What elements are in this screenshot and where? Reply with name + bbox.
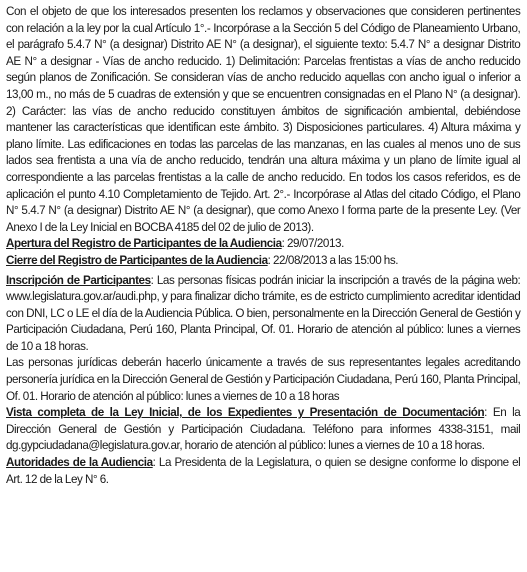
vista-text: : En la Dirección General de Gestión y Participación Ciudadana. Teléfono para informes 4338-3151, mail dg.gypciudadana@legislatura.gov.ar, horario de atención al público: lunes a viernes de 10 a 18 horas. — [6, 405, 521, 453]
autoridades-label: Autoridades de la Audiencia — [6, 455, 153, 470]
cierre-value: : 22/08/2013 a las 15:00 hs. — [267, 252, 399, 267]
inscripcion-text: : Las personas físicas podrán iniciar la inscripción a través de la página web: www.legislatura.gov.ar/audi.php, y para finalizar dicho trámite, es de estricto cumplimiento acreditar identidad con DNI, LC o LE el día de la Audiencia Pública. O bien, personalmente en la Dirección General de Gestión y Participación Ciudadana, Perú 160, Planta Principal, Of. 01. Horario de atención al público: lunes a viernes de 10 a 18 horas. — [6, 272, 521, 353]
inscripcion-paragraph — [6, 272, 520, 355]
apertura-label: Apertura del Registro de Participantes de la Audiencia — [6, 236, 282, 251]
vista-label: Vista completa de la Ley Inicial, de los Expedientes y Presentación de Documentación — [6, 405, 485, 420]
apertura-line — [6, 235, 520, 252]
intro-paragraph: Con el objeto de que los interesados presenten los reclamos y observaciones que consideren pertinentes con relación a la ley por la cual Artículo 1°.- Incorpórase a la Sección 5 del Código de Planeamiento Urbano, el parágrafo 5.4.7 N° (a designar) Distrito AE N° (a designar), el siguiente texto: 5.4.7 N° a designar Distrito AE N° a designar - Vías de ancho reducido. 1) Delimitación: Parcelas frentistas a vías de ancho reducido según planos de Zonificación. Se consideran vías de ancho reducido aquellas con ancho igual o inferior a 13,00 m., no más de 5 cuadras de extensión y que se encuentren consignadas en el Plano N° (a designar). 2) Carácter: las vías de ancho reducido constituyen ámbitos de significación ambiental, debiéndose mantener las características que identifican este ámbito. 3) Disposiciones particulares. 4) Altura máxima y plano límite. Las edificaciones en todas las parcelas de las manzanas, en las cuales al menos uno de sus lados sea frentista a una vía de ancho reducido, tendrán una altura máxima y un plano de límite igual al correspondiente a las parcelas frentistas a la calle de ancho reducido. En todos los casos referidos, es de aplicación el punto 4.10 Completamiento de Tejido. Art. 2°.- Incorpórase al Atlas del citado Código, el Plano N° 5.4.7 N° (a designar) Distrito AE N° (a designar), que como Anexo I forma parte de la presente Ley. (Ver Anexo I de la Ley Inicial en BOCBA 4185 del 02 de julio de 2013). — [6, 4, 521, 234]
inscripcion-label: Inscripción de Participantes — [6, 272, 151, 287]
document-page — [6, 0, 520, 569]
cierre-line — [6, 252, 520, 269]
autoridades-text: : La Presidenta de la Legislatura, o quien se designe conforme lo dispone el Art. 12 de la Ley N° 6. — [6, 455, 521, 486]
vista-paragraph — [6, 404, 520, 454]
cierre-label: Cierre del Registro de Participantes de la Audiencia — [6, 252, 268, 267]
apertura-value: : 29/07/2013. — [281, 236, 344, 251]
personas-juridicas-paragraph: Las personas jurídicas deberán hacerlo únicamente a través de sus representantes legales acreditando personería jurídica en la Dirección General de Gestión y Participación Ciudadana, Perú 160, Planta Principal, Of. 01. Horario de atención al público: lunes a viernes de 10 a 18 horas — [6, 355, 521, 403]
autoridades-paragraph — [6, 454, 520, 487]
